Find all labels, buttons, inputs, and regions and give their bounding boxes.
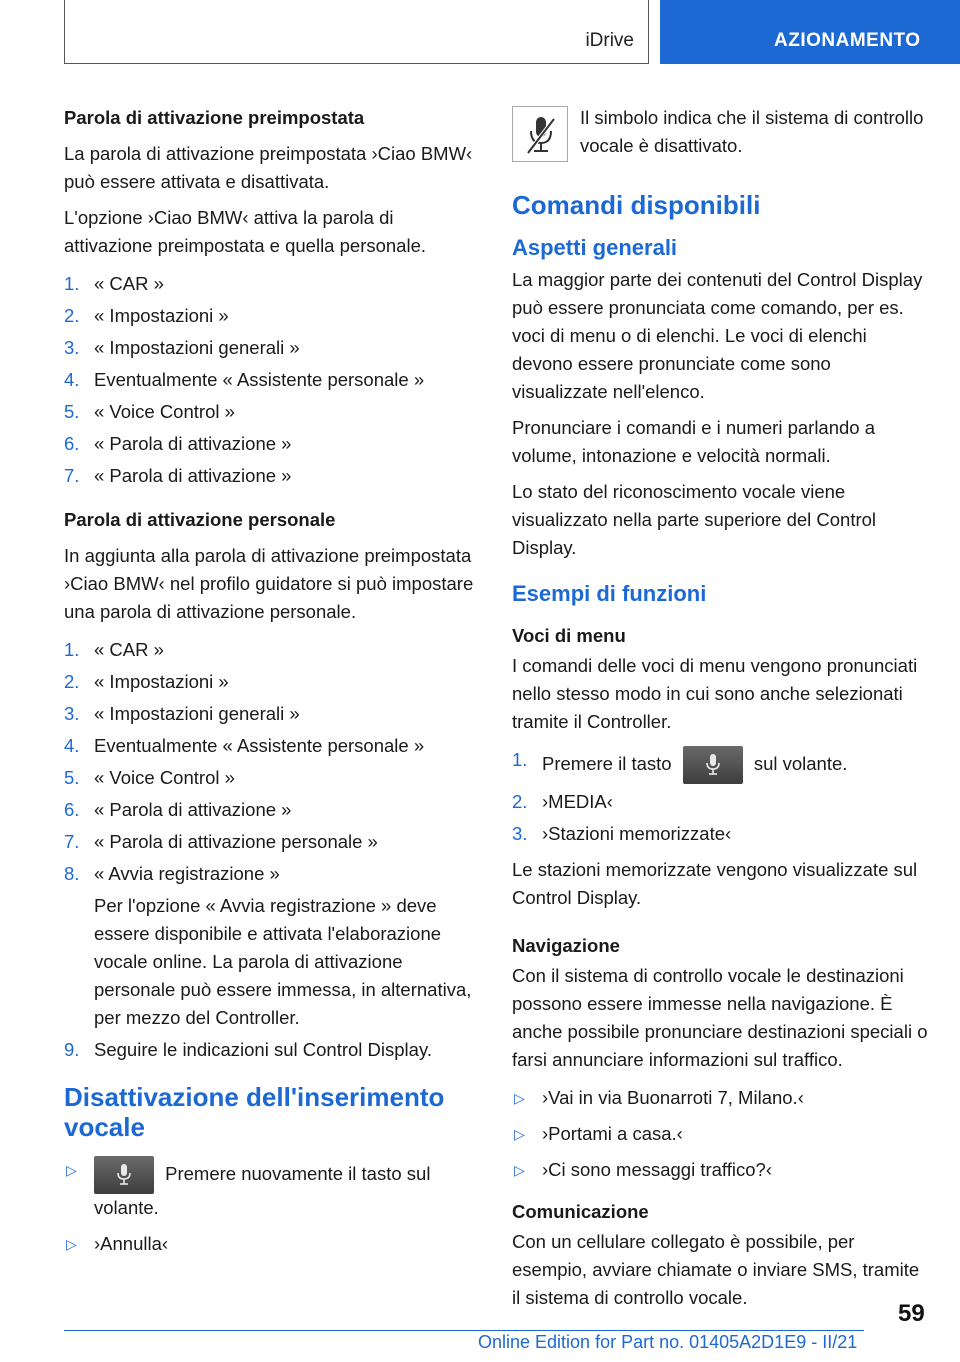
preset-paragraph-2: L'opzione ›Ciao BMW‹ attiva la parola di attivazione preimpostata e quella personale. bbox=[64, 207, 427, 256]
step-number: 5. bbox=[64, 401, 80, 422]
nav-paragraph-1: Con il sistema di controllo vocale le destinazioni possono essere immesse nella navigazione. È anche possibile pronunciare destinazioni speciali o farsi annunciare informazioni sul traffico. bbox=[512, 965, 928, 1070]
header-chapter-label: AZIONAMENTO bbox=[774, 30, 921, 51]
step-text: « Parola di attivazione » bbox=[94, 799, 292, 820]
step-text: Eventualmente « Assistente personale » bbox=[94, 735, 425, 756]
step-number: 1. bbox=[512, 749, 528, 770]
deactivation-list bbox=[64, 1156, 476, 1258]
step-text: Seguire le indicazioni sul Control Display. bbox=[94, 1039, 432, 1060]
step-number: 3. bbox=[512, 823, 528, 844]
step-text-pre: Premere il tasto bbox=[542, 752, 672, 774]
voice-button-image bbox=[94, 1156, 154, 1194]
deactivation-item-1: Premere nuovamente il tasto sul volante. bbox=[94, 1162, 431, 1218]
step-text: ›MEDIA‹ bbox=[542, 791, 613, 812]
general-paragraph-2: Pronunciare i comandi e i numeri parlando a volume, intonazione e velocità normali. bbox=[512, 417, 876, 466]
microphone-off-icon bbox=[526, 115, 556, 155]
step-number: 6. bbox=[64, 433, 80, 454]
list-item bbox=[64, 700, 476, 728]
mic-off-image bbox=[512, 106, 568, 162]
list-item bbox=[64, 796, 476, 824]
page-number: 59 bbox=[898, 1300, 925, 1327]
step-text: « Parola di attivazione personale » bbox=[94, 831, 378, 852]
header-section-label: iDrive bbox=[585, 30, 634, 51]
step-number: 2. bbox=[512, 791, 528, 812]
footer-edition: Online Edition for Part no. 01405A2D1E9 - II/21 bbox=[478, 1332, 858, 1352]
comm-paragraph-1: Con un cellulare collegato è possibile, per esempio, avviare chiamate o inviare SMS, tramite il sistema di controllo vocale. bbox=[512, 1231, 920, 1308]
step-number: 8. bbox=[64, 863, 80, 884]
list-item bbox=[64, 828, 476, 856]
list-item bbox=[64, 462, 476, 490]
list-item bbox=[64, 764, 476, 792]
list-item bbox=[64, 636, 476, 664]
list-item bbox=[512, 820, 928, 848]
nav-examples bbox=[512, 1084, 928, 1184]
general-paragraph-3: Lo stato del riconoscimento vocale viene visualizzato nella parte superiore del Control Display. bbox=[512, 481, 877, 558]
header-chapter-tab bbox=[660, 0, 960, 64]
step-number: 2. bbox=[64, 671, 80, 692]
step-number: 1. bbox=[64, 639, 80, 660]
list-item bbox=[64, 1230, 476, 1258]
nav-example: ›Vai in via Buonarroti 7, Milano.‹ bbox=[542, 1087, 804, 1108]
nav-example: ›Portami a casa.‹ bbox=[542, 1123, 683, 1144]
list-item bbox=[512, 1156, 928, 1184]
step-8-note: Per l'opzione « Avvia registrazione » deve essere disponibile e attivata l'elaborazione vocale online. La parola di attivazione personale può essere immessa, in alternativa, per mezzo del Controller. bbox=[94, 895, 472, 1028]
right-column bbox=[512, 104, 928, 1320]
menu-paragraph-2: Le stazioni memorizzate vengono visualizzate sul Control Display. bbox=[512, 859, 918, 908]
preset-paragraph-1: La parola di attivazione preimpostata ›Ciao BMW‹ può essere attivata e disattivata. bbox=[64, 143, 473, 192]
list-item bbox=[64, 366, 476, 394]
list-item bbox=[64, 668, 476, 696]
list-item bbox=[64, 334, 476, 362]
list-item bbox=[64, 1036, 476, 1064]
step-text: « Parola di attivazione » bbox=[94, 433, 292, 454]
preset-steps bbox=[64, 270, 476, 490]
step-text: « Impostazioni » bbox=[94, 305, 229, 326]
step-text: ›Stazioni memorizzate‹ bbox=[542, 823, 732, 844]
microphone-icon bbox=[117, 1164, 131, 1186]
step-number: 5. bbox=[64, 767, 80, 788]
step-text: « Parola di attivazione » bbox=[94, 465, 292, 486]
list-item bbox=[512, 1084, 928, 1112]
triangle-right-icon: ▷ bbox=[66, 1162, 77, 1178]
step-text: « CAR » bbox=[94, 639, 164, 660]
list-item bbox=[512, 788, 928, 816]
personal-steps bbox=[64, 636, 476, 1064]
list-item bbox=[64, 1156, 476, 1222]
step-text: « Impostazioni generali » bbox=[94, 337, 300, 358]
step-number: 4. bbox=[64, 735, 80, 756]
step-text-post: sul volante. bbox=[753, 752, 848, 774]
mic-off-text: Il simbolo indica che il sistema di controllo vocale è disattivato. bbox=[580, 107, 924, 156]
step-number: 7. bbox=[64, 831, 80, 852]
personal-title: Parola di attivazione personale bbox=[64, 509, 336, 530]
left-column bbox=[64, 104, 476, 1272]
step-number: 3. bbox=[64, 703, 80, 724]
personal-paragraph-1: In aggiunta alla parola di attivazione preimpostata ›Ciao BMW‹ nel profilo guidatore si può impostare una parola di attivazione personale. bbox=[64, 545, 474, 622]
step-number: 6. bbox=[64, 799, 80, 820]
list-item bbox=[64, 398, 476, 426]
menu-title: Voci di menu bbox=[512, 625, 626, 646]
menu-paragraph-1: I comandi delle voci di menu vengono pronunciati nello stesso modo in cui sono anche selezionati tramite il Controller. bbox=[512, 655, 918, 732]
list-item bbox=[512, 1120, 928, 1148]
microphone-icon bbox=[706, 754, 720, 776]
triangle-right-icon: ▷ bbox=[66, 1236, 77, 1252]
menu-steps bbox=[512, 746, 928, 848]
nav-title: Navigazione bbox=[512, 935, 620, 956]
footer-divider bbox=[64, 1330, 864, 1331]
voice-button-image bbox=[683, 746, 743, 784]
triangle-right-icon: ▷ bbox=[514, 1126, 525, 1142]
step-number: 9. bbox=[64, 1039, 80, 1060]
list-item bbox=[64, 430, 476, 458]
step-text: « Impostazioni » bbox=[94, 671, 229, 692]
list-item bbox=[64, 860, 476, 1032]
step-text: Eventualmente « Assistente personale » bbox=[94, 369, 425, 390]
list-item bbox=[64, 732, 476, 760]
step-text: « Voice Control » bbox=[94, 767, 235, 788]
step-text: « Avvia registrazione » bbox=[94, 863, 280, 884]
general-paragraph-1: La maggior parte dei contenuti del Control Display può essere pronunciata come comando, per es. voci di menu o di elenchi. Le voci di elenchi devono essere pronunciate come sono visualizzate nell'elenco. bbox=[512, 269, 923, 402]
step-text: « Voice Control » bbox=[94, 401, 235, 422]
step-number: 2. bbox=[64, 305, 80, 326]
header-section-tab bbox=[64, 0, 649, 64]
list-item bbox=[64, 270, 476, 298]
step-number: 1. bbox=[64, 273, 80, 294]
nav-example: ›Ci sono messaggi traffico?‹ bbox=[542, 1159, 772, 1180]
step-number: 3. bbox=[64, 337, 80, 358]
deactivation-heading: Disattivazione dell'inserimento vocale bbox=[64, 1082, 445, 1142]
preset-title: Parola di attivazione preimpostata bbox=[64, 107, 365, 128]
list-item bbox=[512, 746, 928, 784]
deactivation-item-2: ›Annulla‹ bbox=[94, 1233, 169, 1254]
step-number: 4. bbox=[64, 369, 80, 390]
triangle-right-icon: ▷ bbox=[514, 1162, 525, 1178]
general-heading: Aspetti generali bbox=[512, 235, 678, 260]
step-number: 7. bbox=[64, 465, 80, 486]
commands-heading: Comandi disponibili bbox=[512, 190, 761, 220]
mic-off-note bbox=[512, 104, 928, 168]
comm-title: Comunicazione bbox=[512, 1201, 649, 1222]
step-text: « Impostazioni generali » bbox=[94, 703, 300, 724]
examples-heading: Esempi di funzioni bbox=[512, 581, 707, 606]
list-item bbox=[64, 302, 476, 330]
triangle-right-icon: ▷ bbox=[514, 1090, 525, 1106]
step-text: « CAR » bbox=[94, 273, 164, 294]
